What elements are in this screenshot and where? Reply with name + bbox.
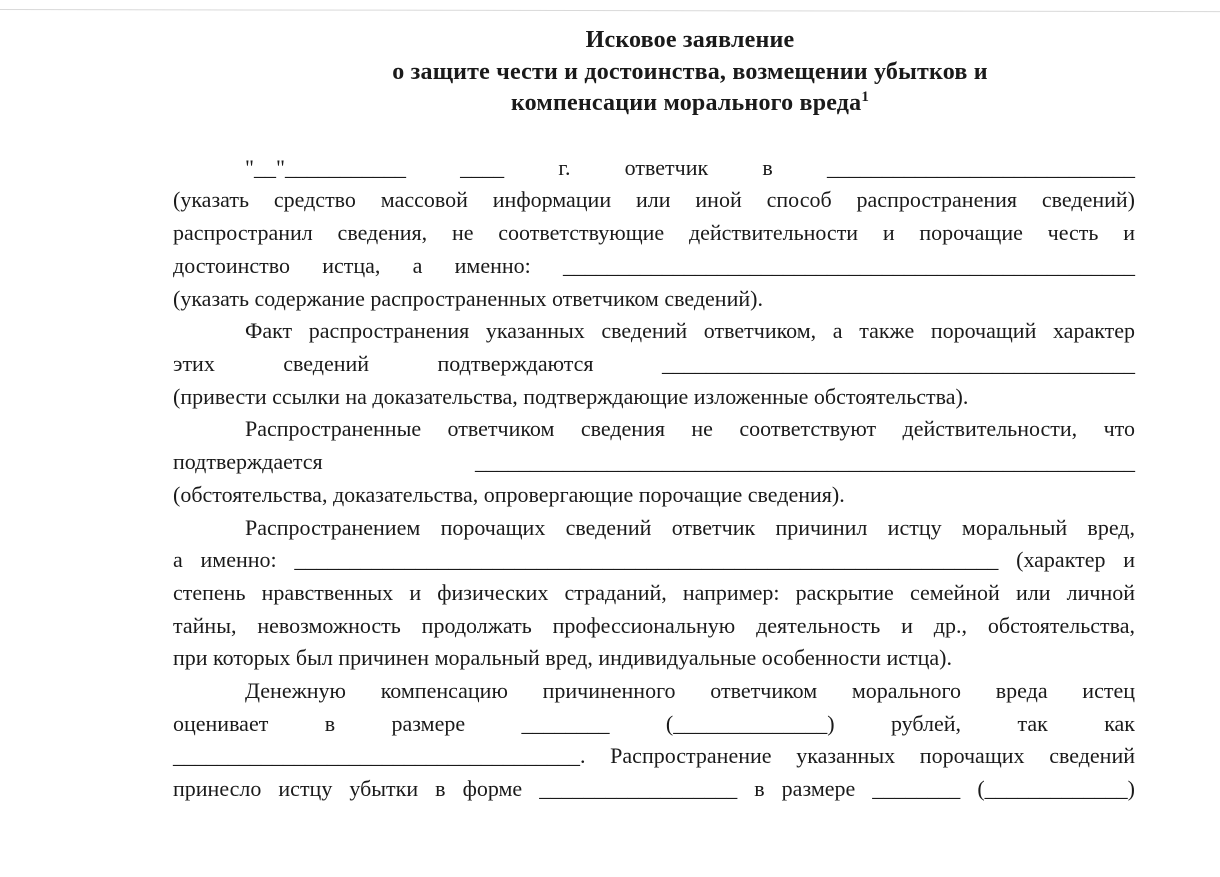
document-line: Распространением порочащих сведений ответчик причинил истцу моральный вред, [245,514,1135,540]
document-line: достоинство истца, а именно: ____________________________________________________ [173,252,1135,278]
document-title-line-3 [245,88,1135,120]
document-line: при которых был причинен моральный вред, индивидуальные особенности истца). [173,645,952,671]
document-line: степень нравственных и физических страданий, например: раскрытие семейной или личной [173,579,1135,605]
document-title [245,25,1135,120]
document-line: (обстоятельства, доказательства, опровергающие порочащие сведения). [173,481,845,507]
footnote-marker: 1 [861,89,870,106]
document-line: _____________________________________. Распространение указанных порочащих сведений [173,743,1135,769]
document-body [173,152,1135,806]
document-line: принесло истцу убытки в форме __________________ в размере ________ (_____________) [173,776,1135,802]
document-line: (привести ссылки на доказательства, подтверждающие изложенные обстоятельства). [173,383,969,409]
document-line: "__"___________ ____ г. ответчик в ____________________________ [245,154,1135,180]
document-line: Факт распространения указанных сведений ответчиком, а также порочащий характер [245,318,1135,344]
document-line: Денежную компенсацию причиненного ответчиком морального вреда истец [245,678,1135,704]
document-line: (указать средство массовой информации или иной способ распространения сведений) [173,187,1135,213]
document-line: а именно: ________________________________________________________________ (характер и [173,547,1135,573]
document-content [173,0,1135,806]
document-line: этих сведений подтверждаются ___________________________________________ [173,351,1135,376]
document-title-line-2: о защите чести и достоинства, возмещении убытков и [392,58,988,85]
document-line: (указать содержание распространенных ответчиком сведений). [173,285,763,311]
document-line: оценивает в размере ________ (______________) рублей, так как [173,710,1135,736]
document-line: тайны, невозможность продолжать профессиональную деятельность и др., обстоятельства, [173,612,1135,638]
document-line: Распространенные ответчиком сведения не соответствуют действительности, что [245,416,1135,442]
document-title-line-1: Исковое заявление [585,27,795,53]
document-line: подтверждается ____________________________________________________________ [173,449,1135,475]
document-title-line-3-text: компенсации морального вреда [510,90,862,117]
document-line: распространил сведения, не соответствующие действительности и порочащие честь и [173,220,1135,246]
